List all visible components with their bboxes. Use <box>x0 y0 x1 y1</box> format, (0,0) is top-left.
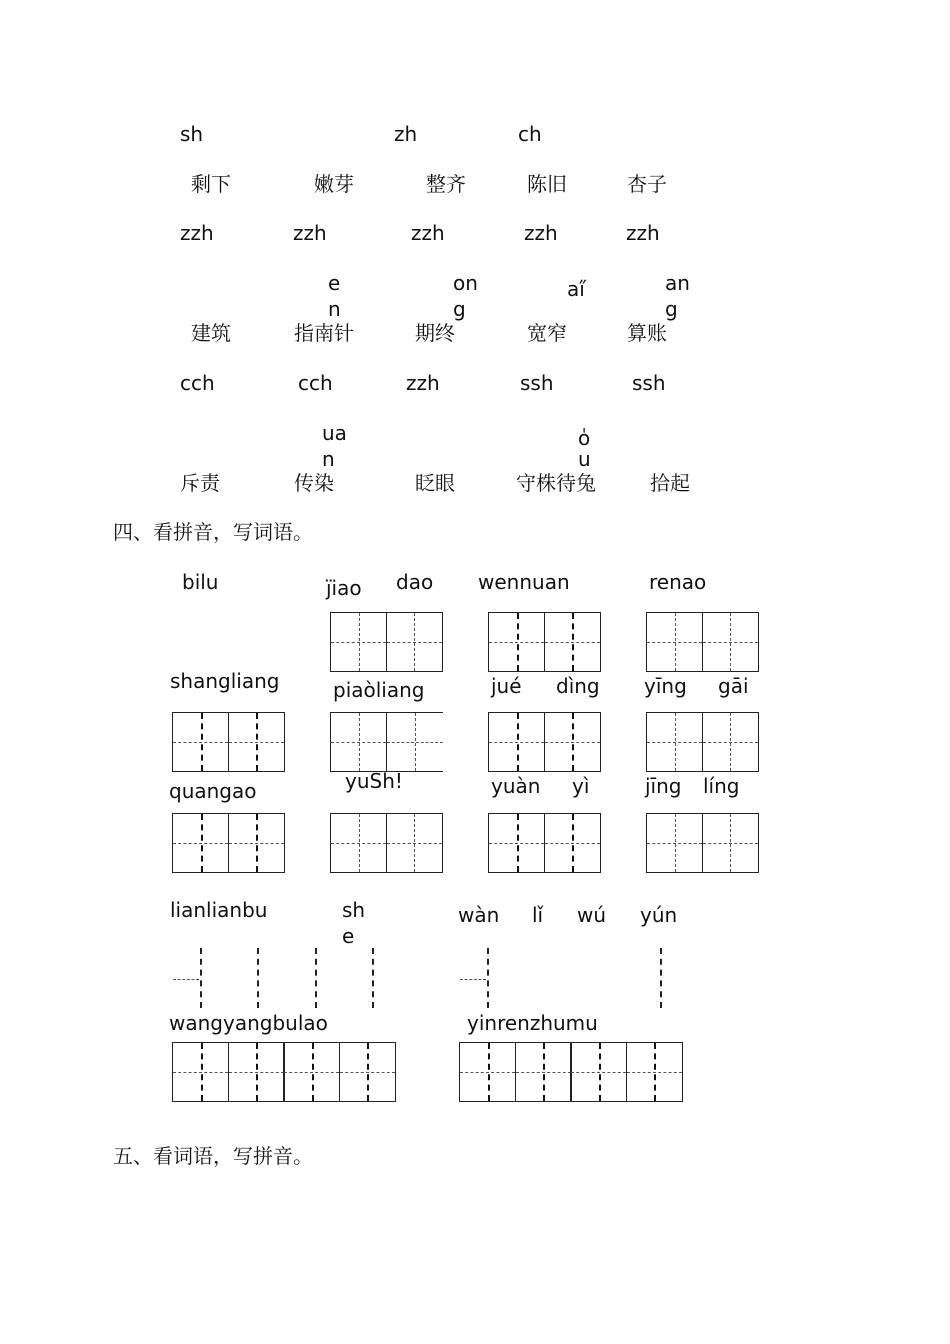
pinyin-prompt: jué <box>491 674 522 698</box>
grid-fragment <box>372 948 374 1008</box>
final-fragment: n <box>322 447 335 471</box>
grid-cell[interactable] <box>488 612 545 672</box>
grid-fragment <box>315 948 317 1008</box>
grid-fragment <box>257 948 259 1008</box>
pinyin-prompt: wennuan <box>478 570 570 594</box>
pinyin-prompt: dao <box>396 570 434 594</box>
word: 嫩芽 <box>314 172 354 196</box>
pinyin-prompt: jīng <box>645 774 682 798</box>
pinyin-prompt: yīng <box>644 674 687 698</box>
grid-cell[interactable] <box>544 712 601 772</box>
final-fragment: g <box>453 297 466 321</box>
answer-grid[interactable] <box>172 813 283 873</box>
word: 守株待兔 <box>516 471 596 495</box>
word: 陈旧 <box>527 172 567 196</box>
pinyin-prompt: líng <box>703 774 740 798</box>
answer-grid[interactable] <box>488 612 599 672</box>
pinyin-prompt: yì <box>572 774 590 798</box>
grid-cell[interactable] <box>330 612 387 672</box>
word: 指南针 <box>294 321 354 345</box>
grid-cell[interactable] <box>646 813 703 873</box>
grid-fragment <box>460 979 486 980</box>
grid-cell[interactable] <box>459 1042 516 1102</box>
initial-option: zzh <box>626 221 660 245</box>
final-fragment: n <box>328 297 341 321</box>
grid-cell[interactable] <box>172 813 229 873</box>
grid-cell[interactable] <box>515 1042 572 1102</box>
pinyin-prompt: wangyangbulao <box>169 1011 328 1035</box>
answer-grid[interactable] <box>330 612 441 672</box>
pinyin-prompt: renao <box>649 570 707 594</box>
initial-option: zzh <box>293 221 327 245</box>
initial-sh: sh <box>180 122 204 146</box>
pinyin-prompt: quangao <box>169 779 257 803</box>
word: 斥责 <box>180 471 220 495</box>
answer-grid[interactable] <box>646 813 757 873</box>
initial-ch: ch <box>518 122 542 146</box>
pinyin-prompt: lianlianbu <box>170 898 268 922</box>
answer-grid[interactable] <box>172 1042 394 1102</box>
grid-cell[interactable] <box>626 1042 683 1102</box>
answer-grid[interactable] <box>172 712 283 772</box>
answer-grid[interactable] <box>646 612 757 672</box>
pinyin-prompt: yuàn <box>491 774 541 798</box>
answer-grid[interactable] <box>330 813 441 873</box>
grid-cell[interactable] <box>570 1042 627 1102</box>
pinyin-prompt: bilu <box>182 570 219 594</box>
section-5-heading: 五、看词语，写拼音。 <box>113 1144 313 1168</box>
pinyin-prompt: dìng <box>556 674 600 698</box>
initial-option: cch <box>180 371 215 395</box>
initial-option: ssh <box>632 371 666 395</box>
grid-cell[interactable] <box>544 813 601 873</box>
pinyin-prompt: lǐ <box>532 903 544 927</box>
pinyin-prompt: e <box>342 924 355 948</box>
grid-cell[interactable] <box>702 712 759 772</box>
final-fragment: ua <box>322 421 347 445</box>
pinyin-prompt: yún <box>640 903 678 927</box>
grid-cell[interactable] <box>702 612 759 672</box>
grid-cell[interactable] <box>386 813 443 873</box>
final-fragment: on <box>453 271 478 295</box>
grid-cell[interactable] <box>330 813 387 873</box>
pinyin-prompt: sh <box>342 898 366 922</box>
answer-grid[interactable] <box>646 712 757 772</box>
grid-fragment <box>660 948 662 1008</box>
word: 传染 <box>294 471 334 495</box>
grid-cell[interactable] <box>702 813 759 873</box>
final-fragment: ai̋ <box>567 277 585 301</box>
pinyin-prompt: yinrenzhumu <box>467 1011 598 1035</box>
grid-fragment <box>487 948 489 1008</box>
word: 剩下 <box>191 172 231 196</box>
grid-cell[interactable] <box>646 712 703 772</box>
answer-grid[interactable] <box>330 712 441 772</box>
initial-option: zzh <box>406 371 440 395</box>
final-fragment: g <box>665 297 678 321</box>
word: 眨眼 <box>415 471 455 495</box>
answer-grid[interactable] <box>459 1042 681 1102</box>
grid-cell[interactable] <box>488 712 545 772</box>
initial-option: cch <box>298 371 333 395</box>
grid-cell[interactable] <box>228 1042 285 1102</box>
final-fragment: o̍ <box>578 426 591 450</box>
answer-grid[interactable] <box>488 712 599 772</box>
pinyin-prompt: wú <box>577 903 607 927</box>
grid-cell[interactable] <box>339 1042 396 1102</box>
section-4-heading: 四、看拼音，写词语。 <box>113 520 313 544</box>
word: 建筑 <box>191 321 231 345</box>
final-fragment: u <box>578 447 591 471</box>
grid-cell[interactable] <box>228 712 285 772</box>
grid-fragment <box>200 948 202 1008</box>
pinyin-prompt: gāi <box>718 674 749 698</box>
grid-cell[interactable] <box>172 712 229 772</box>
grid-cell[interactable] <box>386 612 443 672</box>
word: 杏子 <box>627 172 667 196</box>
initial-zh: zh <box>394 122 418 146</box>
grid-cell[interactable] <box>172 1042 229 1102</box>
pinyin-prompt: piaòliang <box>333 678 425 702</box>
word: 拾起 <box>650 471 690 495</box>
word: 整齐 <box>426 172 466 196</box>
initial-option: zzh <box>524 221 558 245</box>
word: 宽窄 <box>527 321 567 345</box>
word: 算账 <box>627 321 667 345</box>
initial-option: zzh <box>180 221 214 245</box>
pinyin-prompt: yuSh! <box>345 769 403 793</box>
pinyin-prompt: wàn <box>458 903 500 927</box>
grid-fragment <box>173 979 199 980</box>
final-fragment: e <box>328 271 341 295</box>
grid-cell[interactable] <box>283 1042 340 1102</box>
grid-cell[interactable] <box>646 612 703 672</box>
grid-cell[interactable] <box>330 712 387 772</box>
answer-grid[interactable] <box>488 813 599 873</box>
grid-cell[interactable] <box>544 612 601 672</box>
grid-cell[interactable] <box>488 813 545 873</box>
word: 期终 <box>415 321 455 345</box>
grid-cell[interactable] <box>386 712 443 772</box>
initial-option: zzh <box>411 221 445 245</box>
initial-option: ssh <box>520 371 554 395</box>
final-fragment: an <box>665 271 690 295</box>
pinyin-prompt: j̈iao <box>326 576 362 600</box>
pinyin-prompt: shangliang <box>170 669 280 693</box>
grid-cell[interactable] <box>228 813 285 873</box>
